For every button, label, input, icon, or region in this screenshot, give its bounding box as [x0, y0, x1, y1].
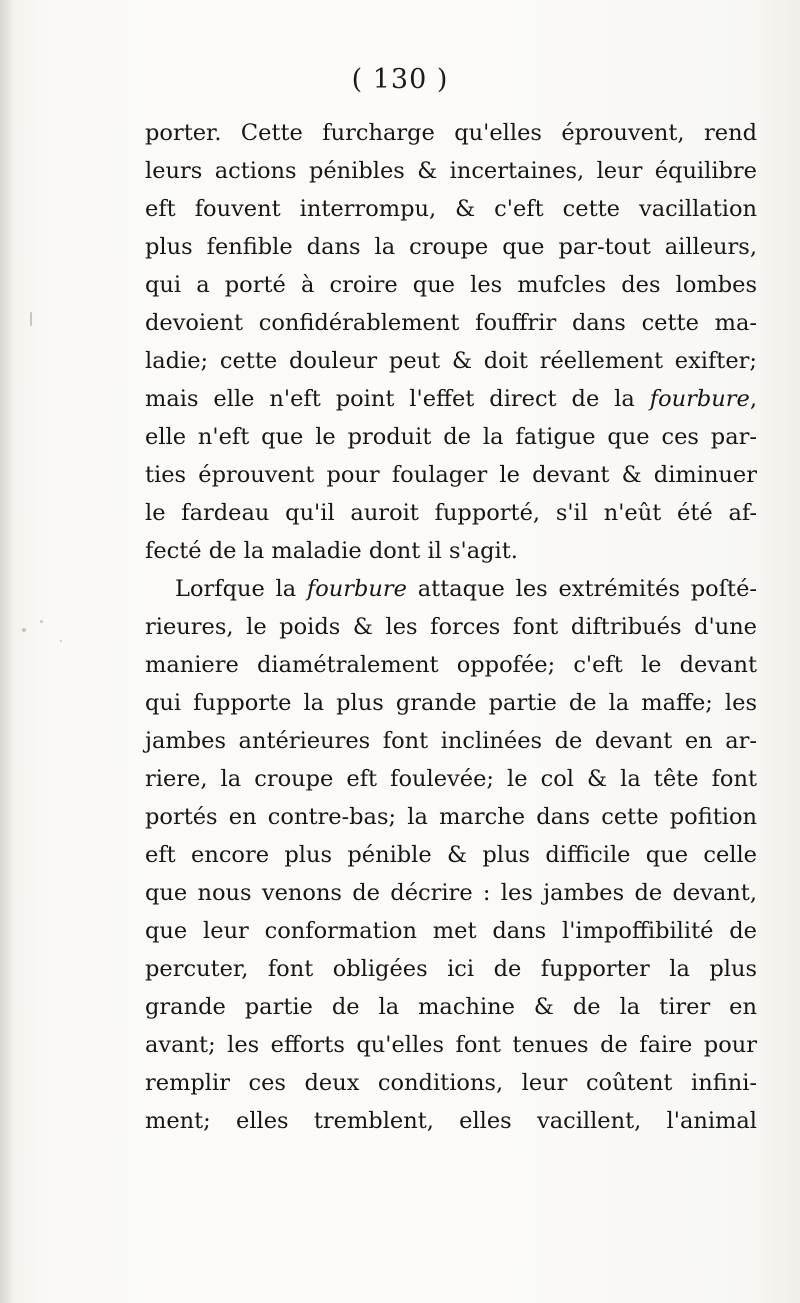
- text-line: mais elle n'eft point l'effet direct de la fourbure,: [145, 386, 757, 412]
- text-line: devoient confidérablement fouffrir dans cette ma-: [145, 310, 757, 336]
- paper-speck: [30, 312, 32, 326]
- text-line: plus fenfible dans la croupe que par-tout ailleurs,: [145, 234, 757, 260]
- text-line: elle n'eft que le produit de la fatigue que ces par-: [145, 424, 757, 450]
- paper-speck: [22, 628, 26, 632]
- text-line: que leur conformation met dans l'impoffibilité de: [145, 918, 757, 944]
- text-line: qui fupporte la plus grande partie de la maffe; les: [145, 690, 757, 716]
- text-line: percuter, font obligées ici de fupporter la plus: [145, 956, 757, 982]
- text-line: riere, la croupe eft foulevée; le col & la tête font: [145, 766, 757, 792]
- page-number: ( 130 ): [351, 64, 449, 95]
- italic-term: fourbure: [306, 576, 407, 602]
- paragraph-1: [145, 114, 757, 570]
- text-line: avant; les efforts qu'elles font tenues de faire pour: [145, 1032, 757, 1058]
- body-text: [145, 114, 757, 1140]
- text-line: qui a porté à croire que les mufcles des lombes: [145, 272, 757, 298]
- text-line: jambes antérieures font inclinées de devant en ar-: [145, 728, 757, 754]
- text-line: portés en contre-bas; la marche dans cette pofition: [145, 804, 757, 830]
- text-line: maniere diamétralement oppofée; c'eft le devant: [145, 652, 757, 678]
- text-line: eft encore plus pénible & plus difficile que celle: [145, 842, 757, 868]
- text-line: que nous venons de décrire : les jambes de devant,: [145, 880, 757, 906]
- text-line: ties éprouvent pour foulager le devant & diminuer: [145, 462, 757, 488]
- text-line: ment; elles tremblent, elles vacillent, l'animal: [145, 1108, 757, 1134]
- text-line: rieures, le poids & les forces font diftribués d'une: [145, 614, 757, 640]
- text-line: remplir ces deux conditions, leur coûtent infini-: [145, 1070, 757, 1096]
- text-line: le fardeau qu'il auroit fupporté, s'il n'eût été af-: [145, 500, 757, 526]
- text-line: fecté de la maladie dont il s'agit.: [145, 538, 518, 564]
- text-line: ladie; cette douleur peut & doit réellement exifter;: [145, 348, 757, 374]
- page-gutter-shadow: [0, 0, 14, 1303]
- text-line: Lorfque la fourbure attaque les extrémités poſté-: [175, 576, 757, 602]
- paragraph-2: [145, 570, 757, 1140]
- italic-term: fourbure: [649, 386, 750, 412]
- text-line: eft fouvent interrompu, & c'eft cette vacillation: [145, 196, 757, 222]
- text-line: grande partie de la machine & de la tirer en: [145, 994, 757, 1020]
- text-line: leurs actions pénibles & incertaines, leur équilibre: [145, 158, 757, 184]
- text-line: porter. Cette furcharge qu'elles éprouvent, rend: [145, 120, 757, 146]
- paper-speck: [60, 640, 62, 642]
- paper-speck: [40, 620, 43, 623]
